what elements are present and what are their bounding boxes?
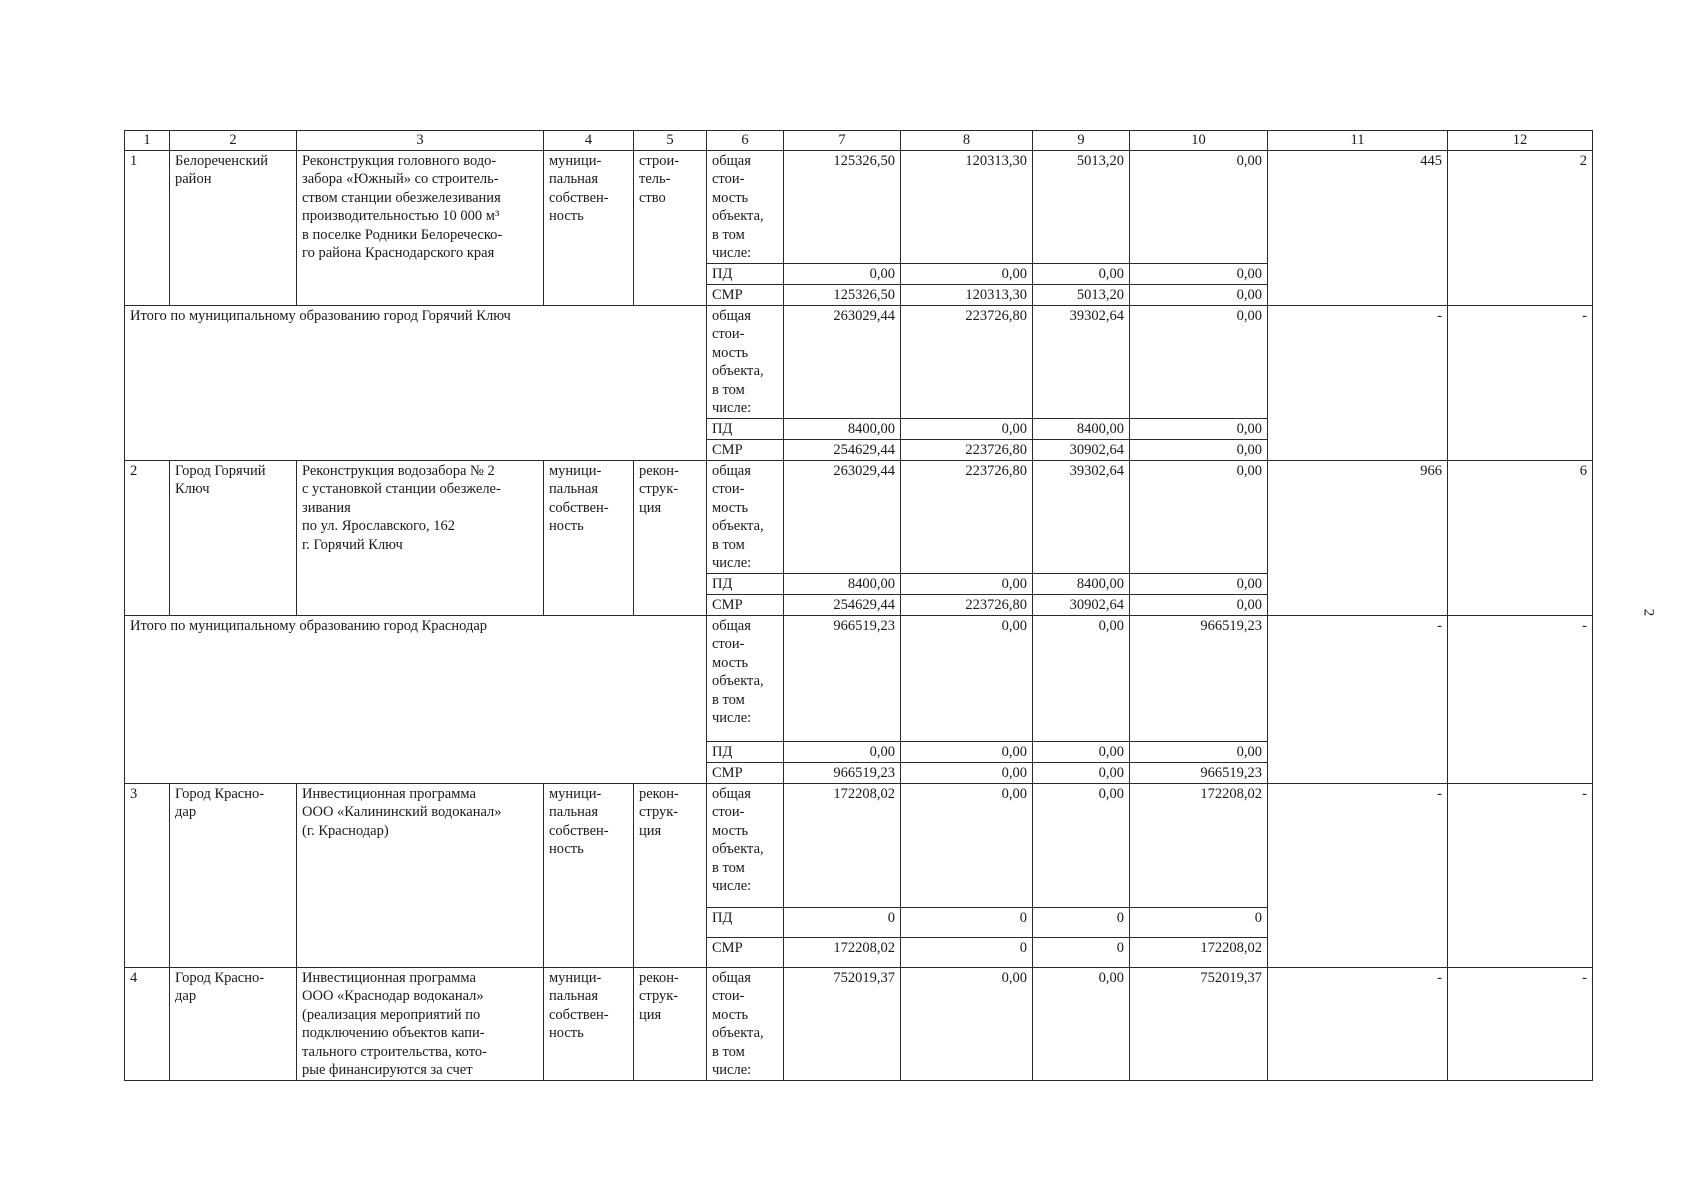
col11-cell: -: [1268, 967, 1448, 1080]
pd-value: 0,00: [1130, 741, 1268, 762]
pd-value: 0,00: [901, 263, 1033, 284]
description-cell: Инвестиционная программа ООО «Краснодар водоканал» (реализация мероприятий по подключению объектов капи- тального строительства, кото- рые финансируются за счет: [297, 967, 544, 1080]
smr-value: 0: [1033, 937, 1130, 967]
total-label: общая стои- мость объекта, в том числе:: [707, 460, 784, 573]
total-value: 0,00: [1033, 615, 1130, 741]
total-row: [125, 305, 1593, 418]
col11-cell: 445: [1268, 150, 1448, 305]
smr-value: 172208,02: [1130, 937, 1268, 967]
col12-cell: -: [1448, 783, 1593, 967]
col-header: 2: [170, 131, 297, 151]
project-row: [125, 150, 1593, 263]
ownership-cell: муници- пальная собствен- ность: [544, 783, 634, 967]
smr-value: 172208,02: [784, 937, 901, 967]
work-type-cell: строи- тель- ство: [634, 150, 707, 305]
smr-value: 966519,23: [1130, 762, 1268, 783]
total-label: общая стои- мость объекта, в том числе:: [707, 150, 784, 263]
total-value: 0,00: [1033, 967, 1130, 1080]
pd-value: 0,00: [784, 741, 901, 762]
total-label: общая стои- мость объекта, в том числе:: [707, 615, 784, 741]
smr-label: СМР: [707, 937, 784, 967]
description-cell: Реконструкция головного водо- забора «Южный» со строитель- ством станции обезжелезивания производительностью 10 000 м³ в поселке Родники Белореческо- го района Краснодарского края: [297, 150, 544, 305]
pd-label: ПД: [707, 741, 784, 762]
budget-table: [124, 130, 1593, 1081]
total-value: 223726,80: [901, 305, 1033, 418]
project-row: [125, 967, 1593, 1080]
smr-value: 30902,64: [1033, 594, 1130, 615]
smr-value: 30902,64: [1033, 439, 1130, 460]
pd-value: 0,00: [1130, 573, 1268, 594]
pd-value: 0: [901, 907, 1033, 937]
total-label: общая стои- мость объекта, в том числе:: [707, 783, 784, 907]
total-value: 752019,37: [1130, 967, 1268, 1080]
row-number: 1: [125, 150, 170, 305]
pd-value: 0,00: [1033, 741, 1130, 762]
col-header: 11: [1268, 131, 1448, 151]
pd-label: ПД: [707, 907, 784, 937]
smr-label: СМР: [707, 439, 784, 460]
pd-label: ПД: [707, 418, 784, 439]
pd-value: 8400,00: [1033, 418, 1130, 439]
smr-value: 0: [901, 937, 1033, 967]
pd-value: 0: [1033, 907, 1130, 937]
header-row: [125, 131, 1593, 151]
work-type-cell: рекон- струк- ция: [634, 967, 707, 1080]
total-value: 752019,37: [784, 967, 901, 1080]
pd-value: 0,00: [901, 741, 1033, 762]
total-value: 966519,23: [1130, 615, 1268, 741]
total-value: 125326,50: [784, 150, 901, 263]
col12-cell: -: [1448, 967, 1593, 1080]
total-value: 0,00: [1130, 305, 1268, 418]
col12-cell: -: [1448, 615, 1593, 783]
total-value: 0,00: [1130, 150, 1268, 263]
smr-value: 0,00: [1130, 594, 1268, 615]
total-value: 39302,64: [1033, 305, 1130, 418]
col11-cell: 966: [1268, 460, 1448, 615]
smr-value: 254629,44: [784, 594, 901, 615]
col-header: 5: [634, 131, 707, 151]
smr-value: 966519,23: [784, 762, 901, 783]
municipality-cell: Белореченский район: [170, 150, 297, 305]
total-value: 39302,64: [1033, 460, 1130, 573]
pd-label: ПД: [707, 573, 784, 594]
pd-value: 0: [784, 907, 901, 937]
total-row-label: Итого по муниципальному образованию город Горячий Ключ: [125, 305, 707, 460]
total-row-label: Итого по муниципальному образованию город Краснодар: [125, 615, 707, 783]
smr-value: 223726,80: [901, 594, 1033, 615]
total-value: 5013,20: [1033, 150, 1130, 263]
project-row: [125, 783, 1593, 907]
pd-value: 8400,00: [784, 573, 901, 594]
total-value: 120313,30: [901, 150, 1033, 263]
col-header: 8: [901, 131, 1033, 151]
pd-value: 0,00: [1130, 418, 1268, 439]
pd-value: 0,00: [784, 263, 901, 284]
work-type-cell: рекон- струк- ция: [634, 783, 707, 967]
col12-cell: 6: [1448, 460, 1593, 615]
smr-value: 125326,50: [784, 284, 901, 305]
smr-value: 0,00: [901, 762, 1033, 783]
smr-label: СМР: [707, 284, 784, 305]
total-label: общая стои- мость объекта, в том числе:: [707, 305, 784, 418]
smr-value: 0,00: [1033, 762, 1130, 783]
pd-value: 0,00: [1130, 263, 1268, 284]
total-value: 0,00: [1130, 460, 1268, 573]
pd-value: 0: [1130, 907, 1268, 937]
ownership-cell: муници- пальная собствен- ность: [544, 967, 634, 1080]
ownership-cell: муници- пальная собствен- ность: [544, 150, 634, 305]
total-value: 172208,02: [784, 783, 901, 907]
pd-value: 8400,00: [1033, 573, 1130, 594]
col12-cell: 2: [1448, 150, 1593, 305]
smr-label: СМР: [707, 762, 784, 783]
col11-cell: -: [1268, 615, 1448, 783]
smr-value: 5013,20: [1033, 284, 1130, 305]
work-type-cell: рекон- струк- ция: [634, 460, 707, 615]
col11-cell: -: [1268, 783, 1448, 967]
municipality-cell: Город Горячий Ключ: [170, 460, 297, 615]
row-number: 4: [125, 967, 170, 1080]
ownership-cell: муници- пальная собствен- ность: [544, 460, 634, 615]
smr-value: 0,00: [1130, 439, 1268, 460]
pd-value: 0,00: [901, 573, 1033, 594]
smr-value: 254629,44: [784, 439, 901, 460]
smr-label: СМР: [707, 594, 784, 615]
col-header: 9: [1033, 131, 1130, 151]
pd-label: ПД: [707, 263, 784, 284]
page-number: 2: [1640, 608, 1657, 617]
col-header: 10: [1130, 131, 1268, 151]
total-value: 263029,44: [784, 460, 901, 573]
col-header: 3: [297, 131, 544, 151]
col-header: 1: [125, 131, 170, 151]
pd-value: 0,00: [1033, 263, 1130, 284]
smr-value: 223726,80: [901, 439, 1033, 460]
total-row: [125, 615, 1593, 741]
col-header: 4: [544, 131, 634, 151]
col-header: 12: [1448, 131, 1593, 151]
total-value: 0,00: [1033, 783, 1130, 907]
project-row: [125, 460, 1593, 573]
pd-value: 0,00: [901, 418, 1033, 439]
total-label: общая стои- мость объекта, в том числе:: [707, 967, 784, 1080]
col12-cell: -: [1448, 305, 1593, 460]
col-header: 7: [784, 131, 901, 151]
total-value: 223726,80: [901, 460, 1033, 573]
total-value: 966519,23: [784, 615, 901, 741]
row-number: 2: [125, 460, 170, 615]
smr-value: 0,00: [1130, 284, 1268, 305]
col-header: 6: [707, 131, 784, 151]
total-value: 0,00: [901, 783, 1033, 907]
smr-value: 120313,30: [901, 284, 1033, 305]
pd-value: 8400,00: [784, 418, 901, 439]
description-cell: Инвестиционная программа ООО «Калининский водоканал» (г. Краснодар): [297, 783, 544, 967]
municipality-cell: Город Красно- дар: [170, 783, 297, 967]
col11-cell: -: [1268, 305, 1448, 460]
total-value: 172208,02: [1130, 783, 1268, 907]
row-number: 3: [125, 783, 170, 967]
total-value: 0,00: [901, 615, 1033, 741]
total-value: 0,00: [901, 967, 1033, 1080]
description-cell: Реконструкция водозабора № 2 с установкой станции обезжеле- зивания по ул. Ярославского, 162 г. Горячий Ключ: [297, 460, 544, 615]
municipality-cell: Город Красно- дар: [170, 967, 297, 1080]
total-value: 263029,44: [784, 305, 901, 418]
